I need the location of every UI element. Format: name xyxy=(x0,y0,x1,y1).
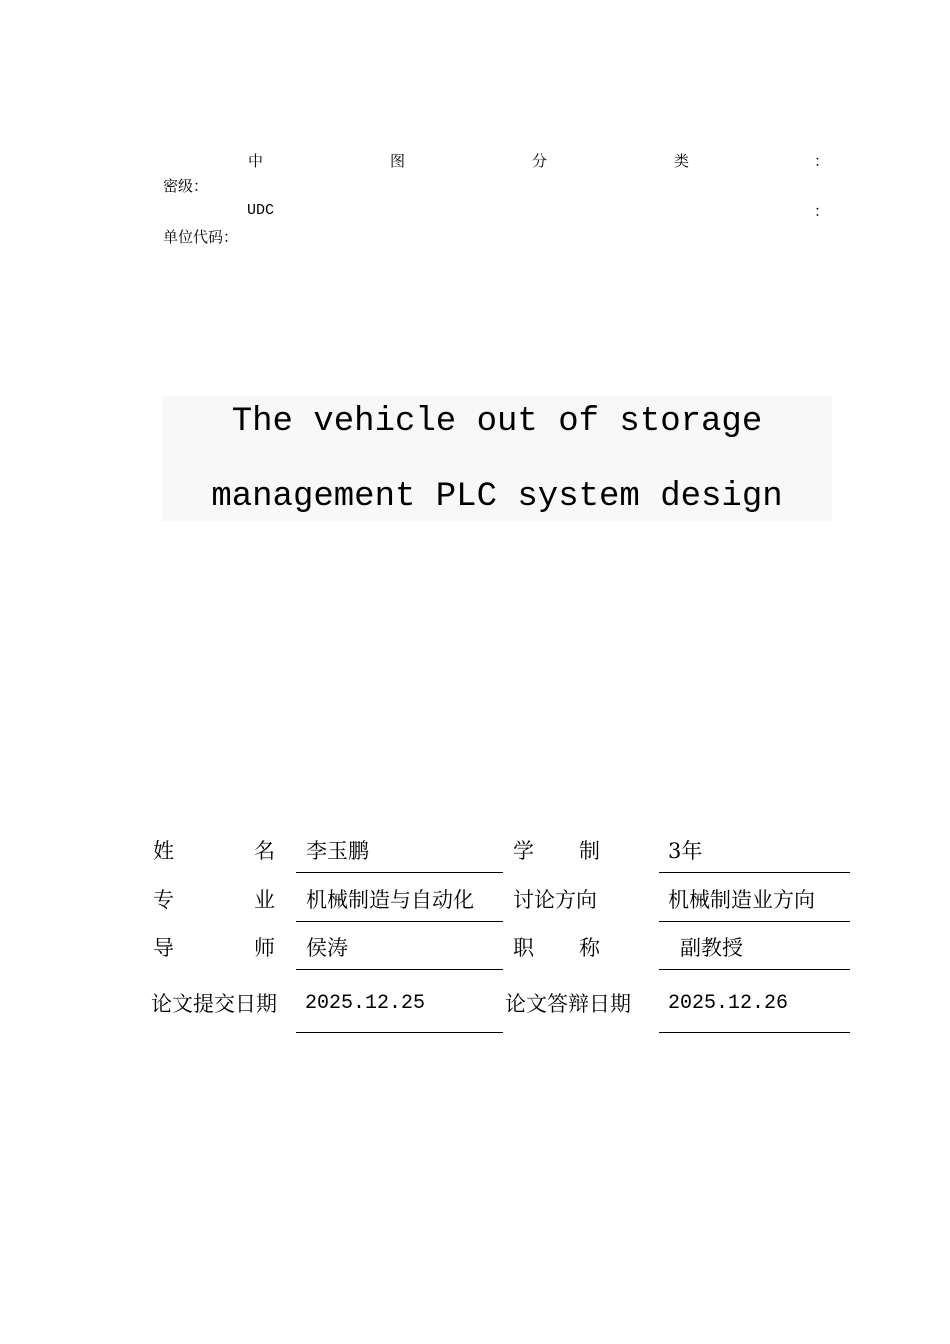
name-label-2: 名 xyxy=(254,839,275,863)
clc-char-1: 中 xyxy=(248,152,264,170)
submit-date-label: 论文提交日期 xyxy=(151,992,277,1016)
clc-colon: ： xyxy=(814,152,830,170)
defense-date-value: 2025.12.26 xyxy=(668,992,789,1015)
major-underline xyxy=(296,921,503,922)
clc-char-3: 分 xyxy=(532,152,548,170)
schooling-label-2: 制 xyxy=(579,839,600,863)
rank-value: 副教授 xyxy=(680,936,743,960)
direction-label: 讨论方向 xyxy=(513,888,597,912)
advisor-value: 侯涛 xyxy=(306,936,348,960)
title-line-2: management PLC system design xyxy=(211,478,783,516)
schooling-value: 3年 xyxy=(668,839,703,863)
name-value: 李玉鹏 xyxy=(306,839,369,863)
rank-underline xyxy=(659,969,850,970)
unit-code-label: 单位代码： xyxy=(163,228,239,246)
direction-value: 机械制造业方向 xyxy=(668,888,815,912)
rank-label-2: 称 xyxy=(579,936,600,960)
title-block xyxy=(162,396,832,521)
submit-date-underline xyxy=(296,1032,503,1033)
submit-date-value: 2025.12.25 xyxy=(305,992,426,1015)
clc-char-2: 图 xyxy=(390,152,406,170)
advisor-label-2: 师 xyxy=(254,936,275,960)
name-underline xyxy=(296,872,503,873)
title-line-1: The vehicle out of storage xyxy=(231,403,763,441)
rank-label-1: 职 xyxy=(513,936,534,960)
direction-underline xyxy=(659,921,850,922)
udc-colon: ： xyxy=(814,202,830,220)
major-label-2: 业 xyxy=(254,888,275,912)
advisor-underline xyxy=(296,969,503,970)
udc-label: UDC xyxy=(247,202,275,219)
schooling-label-1: 学 xyxy=(513,839,534,863)
major-label-1: 专 xyxy=(153,888,174,912)
defense-date-underline xyxy=(659,1032,850,1033)
major-value: 机械制造与自动化 xyxy=(306,888,474,912)
clc-char-4: 类 xyxy=(674,152,690,170)
defense-date-label: 论文答辩日期 xyxy=(505,992,631,1016)
schooling-underline xyxy=(659,872,850,873)
advisor-label-1: 导 xyxy=(153,936,174,960)
name-label-1: 姓 xyxy=(153,839,174,863)
secret-label: 密级： xyxy=(163,177,209,195)
